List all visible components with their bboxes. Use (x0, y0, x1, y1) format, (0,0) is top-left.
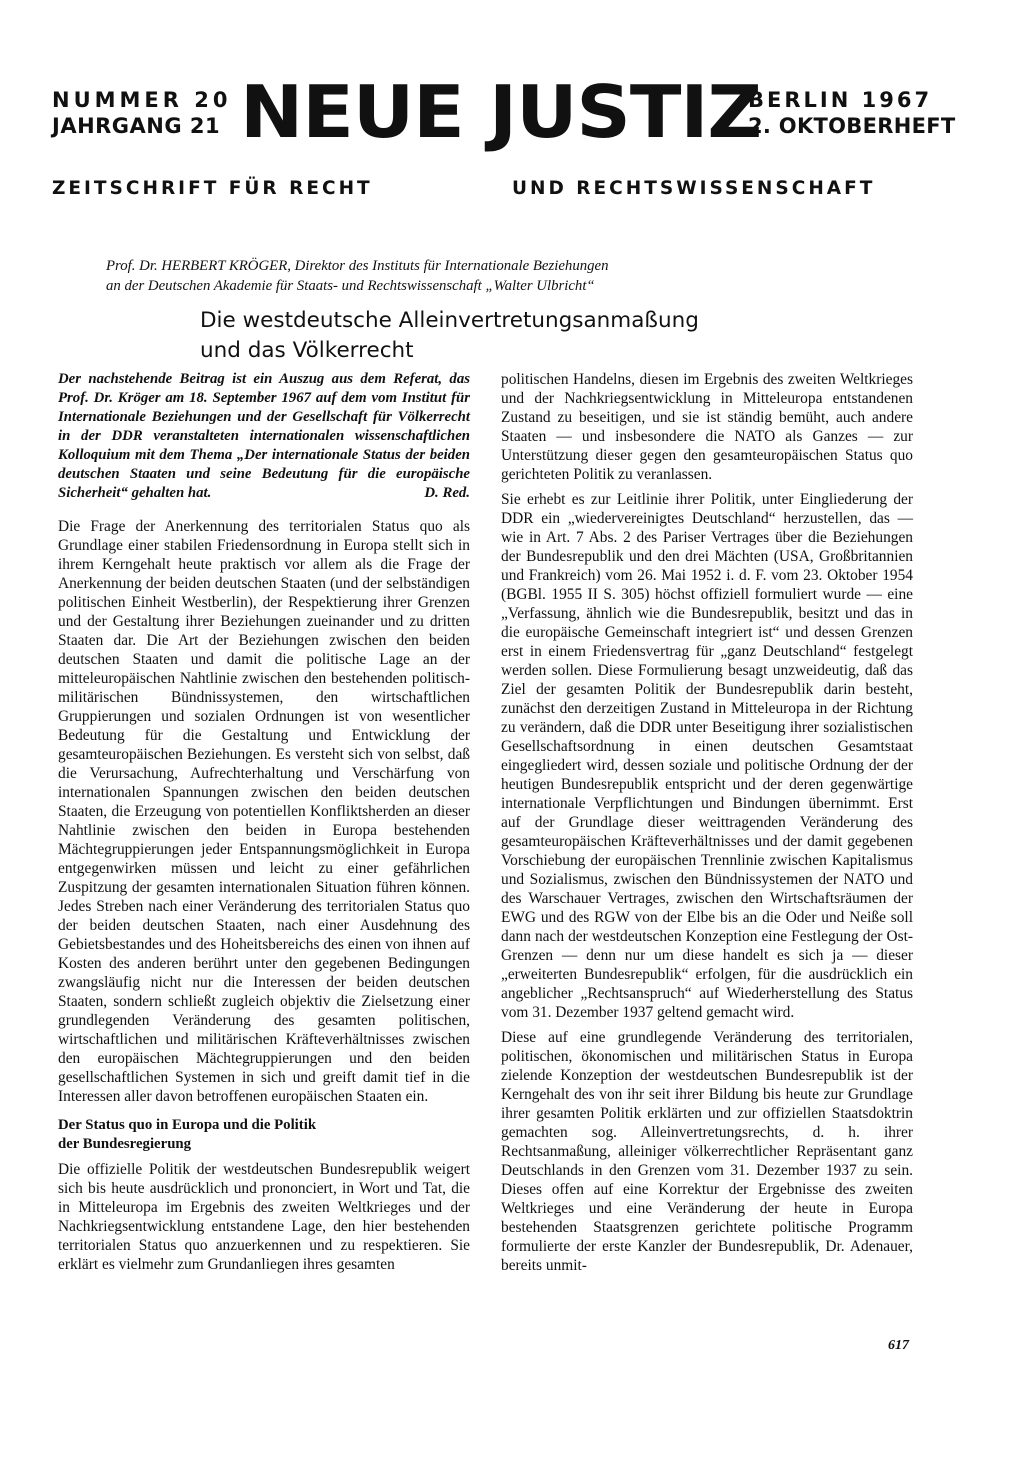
left-column (58, 370, 470, 1280)
body-paragraph: politischen Handelns, diesen im Ergebnis des zweiten Weltkrieges und der Nachkriegsentwicklung in Mitteleuropa entstandenen Zustand zu beseitigen, und sie ist ständig bemüht, auch andere Staaten — und insbesondere die NATO als Ganzes — zur Unterstützung dieser gegen den gesamteuropäischen Status quo gerichteten Politik zu veranlassen. (501, 371, 913, 483)
article-title-line-1: Die westdeutsche Alleinvertretungsanmaßung (200, 308, 699, 333)
body-paragraph: Diese auf eine grundlegende Veränderung des territorialen, politischen, ökonomischen und militärischen Status in Europa zielende Konzeption der westdeutschen Bundesrepublik ist der Kerngehalt des von ihr seit ihrer Bildung bis heute zur Grundlage ihrer gesamten Politik erklärten und zur offiziellen Staatsdoktrin gemachten sog. Alleinvertretungsrechts, d. h. ihrer Rechtsanmaßung, alleiniger völkerrechtlicher Repräsentant ganz Deutschlands in den Grenzen vom 31. Dezember 1937 zu sein. Dieses offen auf eine Korrektur der Ergebnisse des zweiten Weltkrieges und eine Veränderung der heute in Europa bestehenden Staatsgrenzen gerichtete politische Programm formulierte der erste Kanzler der Bundesrepublik, Dr. Adenauer, bereits unmit- (501, 1029, 913, 1274)
subtitle-left: ZEITSCHRIFT FÜR RECHT (52, 178, 373, 199)
section-heading-line-1: Der Status quo in Europa und die Politik (58, 1117, 317, 1133)
intro-text: Der nachstehende Beitrag ist ein Auszug aus dem Referat, das Prof. Dr. Kröger am 18. September 1967 auf dem vom Institut für Internationale Beziehungen und der Gesellschaft für Völkerrecht in der DDR veranstalteten internationalen wissenschaftlichen Kolloquium mit dem Thema „Der internationale Status der beiden deutschen Staaten und seine Bedeutung für die europäische Sicherheit“ gehalten hat. (58, 371, 470, 501)
editorial-intro (58, 370, 470, 503)
author-line-1: Prof. Dr. HERBERT KRÖGER, Direktor des Instituts für Internationale Beziehungen (106, 258, 609, 274)
body-paragraph: Die offizielle Politik der westdeutschen Bundesrepublik weigert sich bis heute ausdrücklich und prononciert, in Wort und Tat, die in Mitteleuropa im Ergebnis des zweiten Weltkrieges und der Nachkriegsentwicklung entstandene Lage, den hier bestehenden territorialen Status quo anzuerkennen und zu respektieren. Sie erklärt es vielmehr zum Grundanliegen ihres gesamten (58, 1161, 470, 1273)
place-year: BERLIN 1967 (748, 88, 933, 112)
intro-signature: D. Red. (424, 485, 470, 501)
author-line-2: an der Deutschen Akademie für Staats- und Rechtswissenschaft „Walter Ulbricht“ (106, 278, 595, 294)
body-paragraph: Die Frage der Anerkennung des territorialen Status quo als Grundlage einer stabilen Friedensordnung in Europa stellt sich in ihrem Kerngehalt heute praktisch vor allem als die Frage der Anerkennung der beiden deutschen Staaten (und der selbständigen politischen Einheit Westberlin), der Respektierung ihrer Grenzen und der Gestaltung ihrer Beziehungen zueinander und zu dritten Staaten dar. Die Art der Beziehungen zwischen den beiden deutschen Staaten und damit die politische Lage an der mitteleuropäischen Nahtlinie zwischen den bestehenden politisch-militärischen Bündnissystemen, den wirtschaftlichen Gruppierungen und sozialen Ordnungen ist von wesentlicher Bedeutung für die Gestaltung und Entwicklung der gesamteuropäischen Beziehungen. Es versteht sich von selbst, daß die Verursachung, Aufrechterhaltung und Verschärfung von internationalen Spannungen zwischen den beiden deutschen Staaten, die Erzeugung von potentiellen Konfliktsherden an dieser Nahtlinie zwischen den beiden in Europa bestehenden Mächtegruppierungen jeder Entspannungsmöglichkeit in Europa entgegenwirken müssen und leicht zu einer gefährlichen Zuspitzung der gesamten internationalen Situation führen können. Jedes Streben nach einer Veränderung des territorialen Status quo der beiden deutschen Staaten, nach einer Ausdehnung des Gebietsbestandes und des Hoheitsbereichs des einen von ihnen auf Kosten des anderen berührt unter den gegebenen Bedingungen zwangsläufig nicht nur die Interessen der beiden deutschen Staaten, sondern schließt zugleich objektiv die Zielsetzung einer grundlegenden Veränderung des gesamten politischen, wirtschaftlichen und militärischen Kräfteverhältnisses zwischen den europäischen Mächtegruppierungen und den beiden gesellschaftlichen Systemen in sich und greift damit tief in die Interessen aller davon betroffenen europäischen Staaten ein. (58, 518, 470, 1105)
body-paragraph: Sie erhebt es zur Leitlinie ihrer Politik, unter Eingliederung der DDR ein „wiedervereinigtes Deutschland“ herzustellen, das — wie in Art. 7 Abs. 2 des Pariser Vertrages über die Beziehungen der Bundesrepublik und den drei Mächten (USA, Großbritannien und Frankreich) vom 26. Mai 1952 i. d. F. vom 23. Oktober 1954 (BGBl. 1955 II S. 305) höchst offiziell formuliert wurde — eine „Verfassung, ähnlich wie die Bundesrepublik, besitzt und das in die europäische Gemeinschaft integriert ist“ und dessen Grenzen erst in einem Friedensvertrag für „ganz Deutschland“ festgelegt werden sollen. Diese Formulierung besagt unzweideutig, daß das Ziel der gesamten Politik der Bundesrepublik darin besteht, zunächst den derzeitigen Zustand in Mitteleuropa in der Richtung zu verändern, daß die DDR unter Beseitigung ihrer sozialistischen Gesellschaftsordnung in einen deutschen Gesamtstaat eingegliedert wird, dessen soziale und politische Ordnung der der heutigen Bundesrepublik entspricht und der deren gegenwärtige internationale Verpflichtungen und Bindungen übernimmt. Erst auf der Grundlage dieser weittragenden Veränderung des gesamteuropäischen Kräfteverhältnisses und der damit gegebenen Vorschiebung der europäischen Trennlinie zwischen Kapitalismus und Sozialismus, zwischen den Bündnissystemen der NATO und des Warschauer Vertrages, zwischen den Wirtschaftsräumen der EWG und des RGW von der Elbe bis an die Oder und Neiße soll dann nach der westdeutschen Konzeption eine Festlegung der Ost-Grenzen — denn nur um diese handelt es sich ja — dieser „erweiterten Bundesrepublik“ erfolgen, für die ausdrücklich ein angeblicher „Rechtsanspruch“ auf Wiederherstellung des Status vom 31. Dezember 1937 geltend gemacht wird. (501, 491, 913, 1021)
edition: 2. OKTOBERHEFT (748, 114, 956, 138)
subtitle-right: UND RECHTSWISSENSCHAFT (512, 178, 876, 199)
article-title-line-2: und das Völkerrecht (200, 338, 414, 363)
right-column (501, 370, 913, 1281)
section-heading (58, 1116, 470, 1154)
section-heading-line-2: der Bundesregierung (58, 1136, 192, 1152)
journal-title: NEUE JUSTIZ (240, 70, 762, 154)
page-number: 617 (888, 1338, 909, 1353)
issue-number: NUMMER 20 (52, 88, 232, 112)
volume-number: JAHRGANG 21 (52, 114, 221, 138)
